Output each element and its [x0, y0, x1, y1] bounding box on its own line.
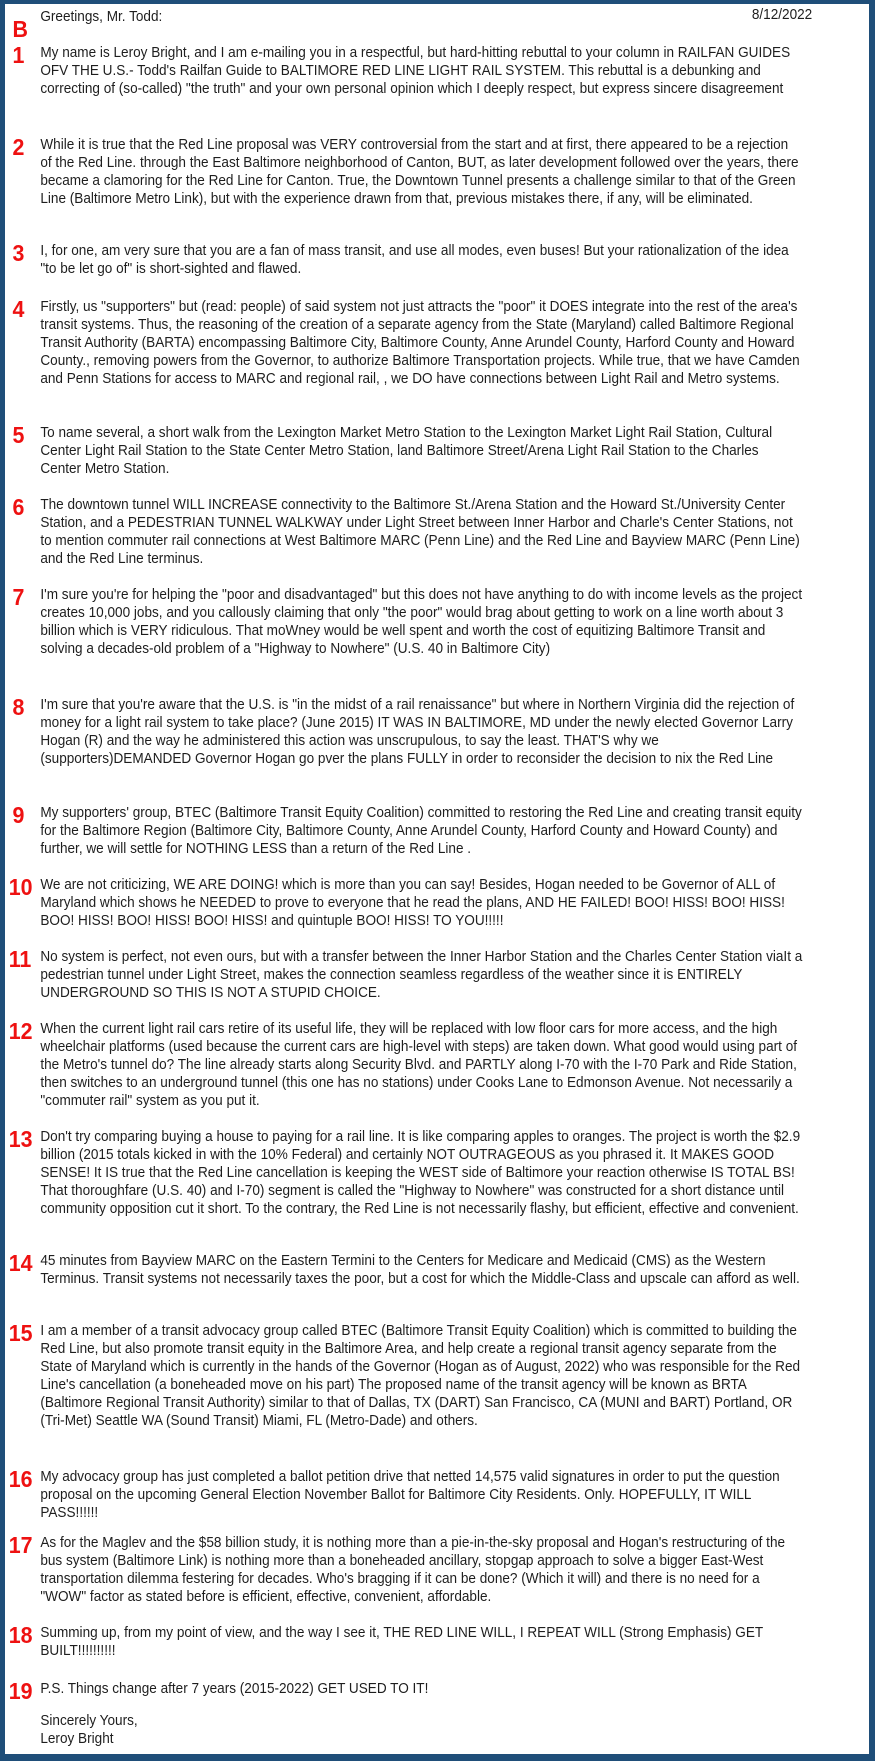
- paragraph-number: 13: [8, 1126, 33, 1152]
- paragraph-number: 18: [8, 1622, 33, 1648]
- paragraph: P.S. Things change after 7 years (2015-2022) GET USED TO IT!: [40, 1681, 429, 1697]
- paragraph: I, for one, am very sure that you are a fan of mass transit, and use all modes, even buses! But your rationalization of the idea "to be let go of" is short-sighted and flawed.: [40, 243, 789, 277]
- paragraph-number: 15: [8, 1320, 33, 1346]
- paragraph-number: 11: [8, 946, 32, 972]
- paragraph: My name is Leroy Bright, and I am e-mailing you in a respectful, but hard-hitting rebuttal to your column in RAILFAN GUIDES OFV THE U.S.- Todd's Railfan Guide to BALTIMORE RED LINE LIGHT RAIL SYSTEM. This rebuttal is a debunking and correcting of (so-called) "the truth" and your own personal opinion which I deeply respect, but express sincere disagreement: [40, 45, 791, 97]
- paragraph-number: 14: [8, 1250, 33, 1276]
- paragraph: 45 minutes from Bayview MARC on the Eastern Termini to the Centers for Medicare and Medicaid (CMS) as the Western Terminus. Transit systems not necessarily taxes the poor, but a cost for which the Middle-Class and upscale can afford as well.: [40, 1253, 800, 1287]
- letter-date: 8/12/2022: [751, 7, 813, 23]
- paragraph: As for the Maglev and the $58 billion study, it is nothing more than a pie-in-the-sky proposal and Hogan's restructuring of the bus system (Baltimore Link) is nothing more than a boneheaded ancillary, stopgap approach to solve a bigger East-West transportation dilemma festering for decades. Who's bragging if it can be done? (Which it will) and there is no need for a "WOW" factor as stated before is efficient, effective, convenient, affordable.: [40, 1535, 786, 1605]
- paragraph: Summing up, from my point of view, and the way I see it, THE RED LINE WILL, I REPEAT WILL (Strong Emphasis) GET BUILT!!!!!!!!!!: [40, 1625, 763, 1659]
- paragraph-number: 7: [12, 584, 25, 610]
- greeting: Greetings, Mr. Todd:: [40, 9, 163, 25]
- paragraph-number: 9: [12, 802, 25, 828]
- paragraph-number: 1: [12, 42, 25, 68]
- paragraph: To name several, a short walk from the Lexington Market Metro Station to the Lexington Market Light Rail Station, Cultural Center Light Rail Station to the State Center Metro Station, land Baltimore Street/Arena Light Rail Station to the Charles Center Metro Station.: [40, 425, 773, 477]
- paragraph-number: 19: [8, 1678, 33, 1704]
- closing: Sincerely Yours,: [40, 1713, 138, 1729]
- paragraph: We are not criticizing, WE ARE DOING! which is more than you can say! Besides, Hogan needed to be Governor of ALL of Maryland which shows he NEEDED to prove to everyone that he read the plans, AND HE FAILED! BOO! HISS! BOO! HISS! BOO! HISS! BOO! HISS! BOO! HISS! and quintuple BOO! HISS! TO YOU!!!!!: [40, 877, 785, 929]
- paragraph: I'm sure you're for helping the "poor and disadvantaged" but this does not have anything to do with income levels as the project creates 10,000 jobs, and you callously claiming that only "the poor" would brag about getting to work on a line worth about 3 billion which is VERY ridiculous. That moWney would be well spent and worth the cost of equitizing Baltimore Transit and solving a decades-old problem of a "Highway to Nowhere" (U.S. 40 in Baltimore City): [40, 587, 803, 657]
- paragraph: The downtown tunnel WILL INCREASE connectivity to the Baltimore St./Arena Station and the Howard St./University Center Station, and a PEDESTRIAN TUNNEL WALKWAY under Light Street between Inner Harbor and Charle's Center Stations, not to mention commuter rail connections at West Baltimore MARC (Penn Line) and the Red Line and Bayview MARC (Penn Line) and the Red Line terminus.: [40, 497, 800, 567]
- paragraph: While it is true that the Red Line proposal was VERY controversial from the start and at first, there appeared to be a rejection of the Red Line. through the East Baltimore neighborhood of Canton, BUT, as later development followed over the years, there became a clamoring for the Red Line for Canton. True, the Downtown Tunnel presents a challenge similar to that of the Green Line (Baltimore Metro Link), but with the experience drawn from that, previous mistakes there, if any, will be eliminated.: [40, 137, 799, 207]
- paragraph: Don't try comparing buying a house to paying for a rail line. It is like comparing apples to oranges. The project is worth the $2.9 billion (2015 totals kicked in with the 10% Federal) and certainly NOT OUTRAGEOUS as you phrased it. It MAKES GOOD SENSE! It IS true that the Red Line cancellation is keeping the WEST side of Baltimore your reaction otherwise IS TOTAL BS! That thoroughfare (U.S. 40) and I-70) segment is called the "Highway to Nowhere" was constructed for a short distance until community opposition cut it short. To the contrary, the Red Line is not necessarily flashy, but efficient, effective and convenient.: [40, 1129, 801, 1217]
- paragraph-number: 8: [12, 694, 25, 720]
- paragraph-number: 5: [12, 422, 25, 448]
- paragraph-number: 16: [8, 1466, 33, 1492]
- paragraph: My advocacy group has just completed a ballot petition drive that netted 14,575 valid signatures in order to put the question proposal on the upcoming General Election November Ballot for Baltimore City Residents. Only. HOPEFULLY, IT WILL PASS!!!!!!: [40, 1469, 780, 1521]
- paragraph: No system is perfect, not even ours, but with a transfer between the Inner Harbor Station and the Charles Center Station viaIt a pedestrian tunnel under Light Street, makes the connection seamless regardless of the weather since it is ENTIRELY UNDERGROUND SO THIS IS NOT A STUPID CHOICE.: [40, 949, 803, 1001]
- paragraph: Firstly, us "supporters" but (read: people) of said system not just attracts the "poor" it DOES integrate into the rest of the area's transit systems. Thus, the reasoning of the creation of a separate agency from the State (Maryland) called Baltimore Regional Transit Authority (BARTA) encompassing Baltimore City, Baltimore County, Anne Arundel County, Harford County and Howard County., removing powers from the Governor, to authorize Baltimore Transportation projects. While true, that we have Camden and Penn Stations for access to MARC and regional rail, , we DO have connections between Light Rail and Metro systems.: [40, 299, 800, 387]
- paragraph: When the current light rail cars retire of its useful life, they will be replaced with low floor cars for more access, and the high wheelchair platforms (used because the current cars are high-level with steps) are taken down. What good would using part of the Metro's tunnel do? The line already starts along Security Blvd. and PARTLY along I-70 with the I-70 Park and Ride Station, then switches to an underground tunnel (this one has no stations) under Cooks Lane to Edmonson Avenue. Not necessarily a "commuter rail" system as you put it.: [40, 1021, 798, 1109]
- paragraph-number: 3: [12, 240, 25, 266]
- section-marker: B: [12, 16, 28, 42]
- letter-frame: [5, 4, 869, 1754]
- paragraph: I'm sure that you're aware that the U.S. is "in the midst of a rail renaissance" but where in Northern Virginia did the rejection of money for a light rail system to take place? (June 2015) IT WAS IN BALTIMORE, MD under the newly elected Governor Larry Hogan (R) and the way he administered this action was unscrupulous, to say the least. THAT'S why we (supporters)DEMANDED Governor Hogan go pver the plans FULLY in order to reconsider the decision to nix the Red Line: [40, 697, 795, 767]
- paragraph-number: 17: [8, 1532, 33, 1558]
- paragraph-number: 12: [8, 1018, 33, 1044]
- paragraph: I am a member of a transit advocacy group called BTEC (Baltimore Transit Equity Coalition) which is committed to building the Red Line, but also promote transit equity in the Baltimore Area, and help create a regional transit agency separate from the State of Maryland which is currently in the hands of the Governor (Hogan as of August, 2022) who was responsible for the Red Line's cancellation (a boneheaded move on his part) The proposed name of the transit agency will be known as BRTA (Baltimore Regional Transit Authority) similar to that of Dallas, TX (DART) San Francisco, CA (MUNI and BART) Portland, OR (Tri-Met) Seattle WA (Sound Transit) Miami, FL (Metro-Dade) and others.: [40, 1323, 801, 1429]
- paragraph-number: 4: [12, 296, 25, 322]
- paragraph-number: 2: [12, 134, 25, 160]
- paragraph-number: 10: [8, 874, 33, 900]
- paragraph: My supporters' group, BTEC (Baltimore Transit Equity Coalition) committed to restoring the Red Line and creating transit equity for the Baltimore Region (Baltimore City, Baltimore County, Anne Arundel County, Harford County and Howard County) and further, we will settle for NOTHING LESS than a return of the Red Line .: [40, 805, 802, 857]
- signature: Leroy Bright: [40, 1731, 114, 1747]
- paragraph-number: 6: [12, 494, 25, 520]
